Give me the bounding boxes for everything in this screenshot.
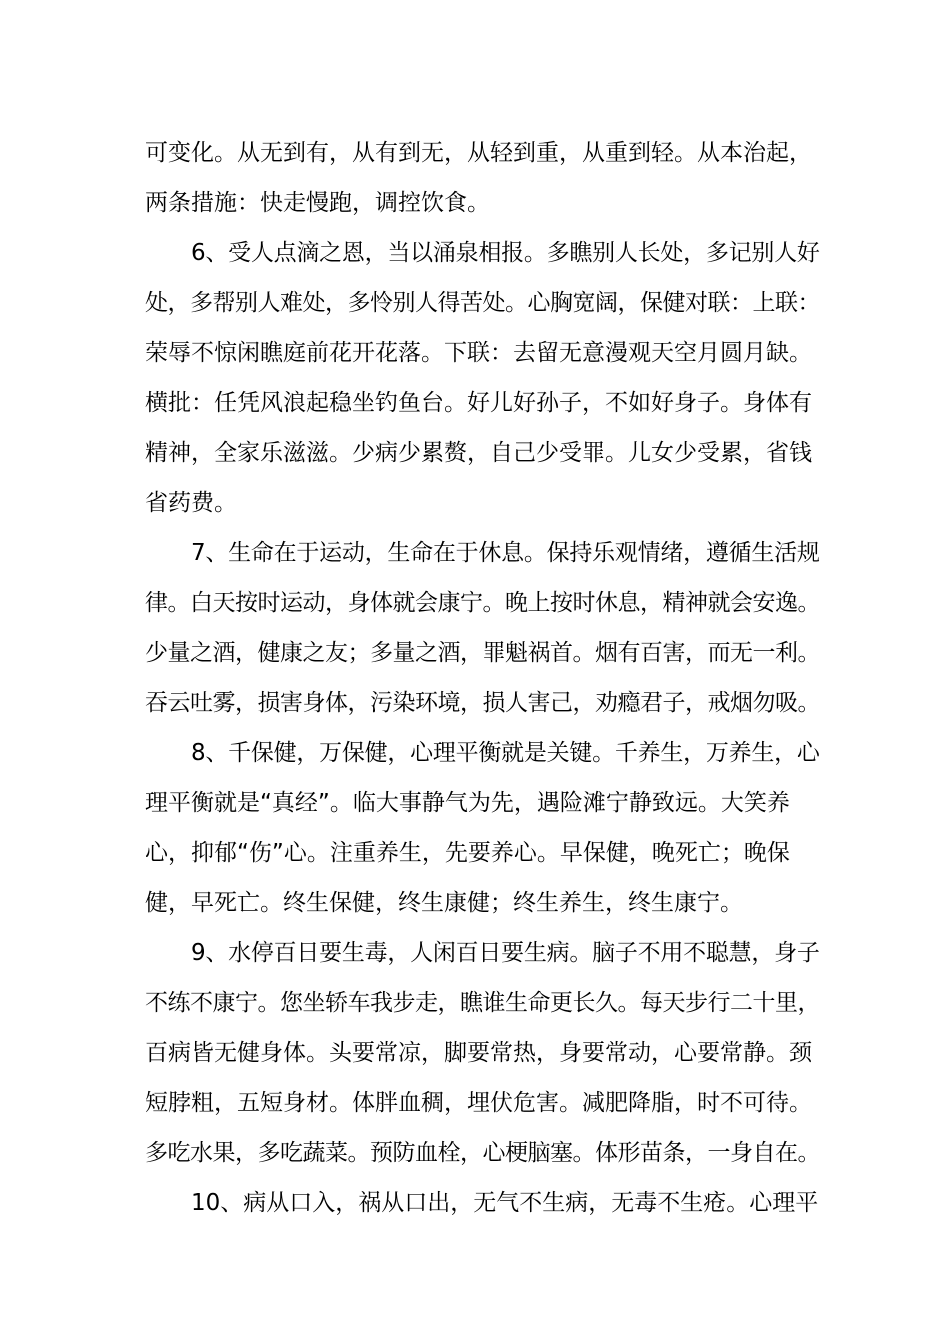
text-line: 荣辱不惊闲瞧庭前花开花落。下联：去留无意漫观天空月圆月缺。	[145, 340, 812, 366]
body-text	[145, 128, 825, 1228]
paragraph-10-start: 10、病从口入，祸从口出，无气不生病，无毒不生疮。心理平	[191, 1190, 819, 1216]
text-line: 处，多帮别人难处，多怜别人得苦处。心胸宽阔，保健对联：上联：	[145, 290, 820, 316]
text-line: 两条措施：快走慢跑，调控饮食。	[145, 190, 490, 216]
text-line: 心，抑郁“伤”心。注重养生，先要养心。早保健，晚死亡；晚保	[145, 840, 790, 866]
text-line: 律。白天按时运动，身体就会康宁。晚上按时休息，精神就会安逸。	[145, 590, 820, 616]
text-line: 横批：任凭风浪起稳坐钓鱼台。好儿好孙子，不如好身子。身体有	[145, 390, 812, 416]
text-line: 少量之酒，健康之友；多量之酒，罪魁祸首。烟有百害，而无一利。	[145, 640, 820, 666]
paragraph-7-start: 7、生命在于运动，生命在于休息。保持乐观情绪，遵循生活规	[191, 540, 820, 566]
text-line: 可变化。从无到有，从有到无，从轻到重，从重到轻。从本治起，	[145, 140, 812, 166]
text-line: 短脖粗，五短身材。体胖血稠，埋伏危害。减肥降脂，时不可待。	[145, 1090, 812, 1116]
paragraph-6-start: 6、受人点滴之恩，当以涌泉相报。多瞧别人长处，多记别人好	[191, 240, 820, 266]
text-line: 健，早死亡。终生保健，终生康健；终生养生，终生康宁。	[145, 890, 743, 916]
text-line: 省药费。	[145, 490, 237, 516]
text-line: 理平衡就是“真经”。临大事静气为先，遇险滩宁静致远。大笑养	[145, 790, 790, 816]
text-line: 百病皆无健身体。头要常凉，脚要常热，身要常动，心要常静。颈	[145, 1040, 812, 1066]
text-line: 多吃水果，多吃蔬菜。预防血栓，心梗脑塞。体形苗条，一身自在。	[145, 1140, 820, 1166]
paragraph-9-start: 9、水停百日要生毒，人闲百日要生病。脑子不用不聪慧，身子	[191, 940, 820, 966]
text-line: 不练不康宁。您坐轿车我步走，瞧谁生命更长久。每天步行二十里，	[145, 990, 820, 1016]
paragraph-8-start: 8、千保健，万保健，心理平衡就是关键。千养生，万养生，心	[191, 740, 820, 766]
text-line: 吞云吐雾，损害身体，污染环境，损人害己，劝瘾君子，戒烟勿吸。	[145, 690, 820, 716]
text-line: 精神，全家乐滋滋。少病少累赘，自己少受罪。儿女少受累，省钱	[145, 440, 812, 466]
